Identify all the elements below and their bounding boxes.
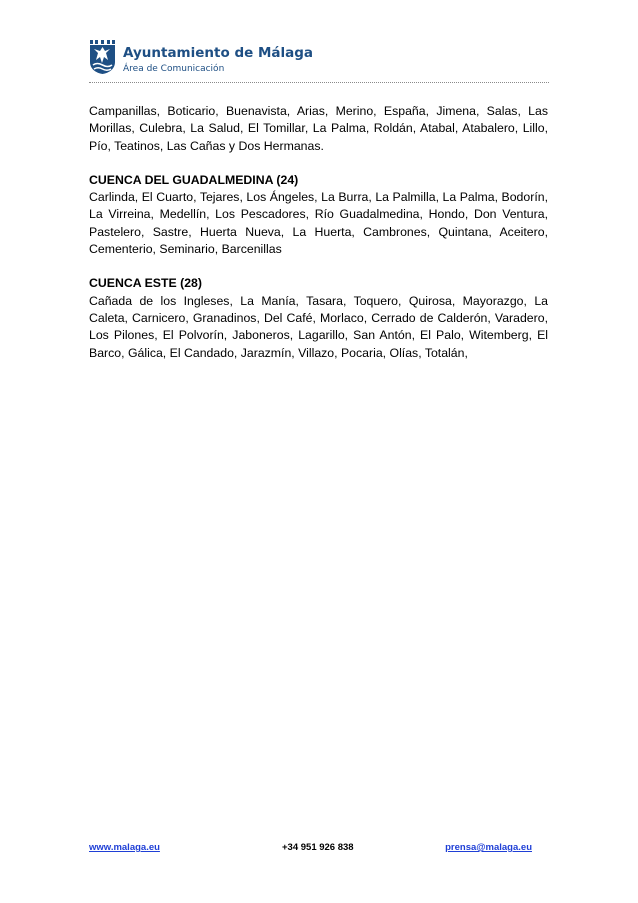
section-text-este: Cañada de los Ingleses, La Manía, Tasara, Toquero, Quirosa, Mayorazgo, La Caleta, Carnicero, Granadinos, Del Café, Morlaco, Cerrado de Calderón, Varadero, Los Pilones, El Polvorín, Jaboneros, Lagarillo, San Antón, El Palo, Witemberg, El Barco, Gálica, El Candado, Jarazmín, Villazo, Pocaria, Olías, Totalán, [89, 293, 548, 360]
page-footer [89, 841, 549, 857]
website-link[interactable]: www.malaga.eu [89, 842, 160, 853]
section-text-guadalmedina: Carlinda, El Cuarto, Tejares, Los Ángeles, La Burra, La Palmilla, La Palma, Bodorín, La Virreina, Medellín, Los Pescadores, Río Guadalmedina, Hondo, Don Ventura, Pastelero, Sastre, Huerta Nueva, La Huerta, Cambrones, Quintana, Aceitero, Cementerio, Seminario, Barcenillas [89, 190, 548, 257]
section-heading-este: CUENCA ESTE (28) [89, 276, 202, 291]
page-header [89, 40, 549, 84]
intro-paragraph: Campanillas, Boticario, Buenavista, Arias, Merino, España, Jimena, Salas, Las Morillas, Culebra, La Salud, El Tomillar, La Palma, Roldán, Atabal, Atabalero, Lillo, Pío, Teatinos, Las Cañas y Dos Hermanas. [89, 104, 548, 153]
document-body [89, 103, 548, 362]
malaga-coat-of-arms-icon [89, 40, 116, 74]
section-heading-guadalmedina: CUENCA DEL GUADALMEDINA (24) [89, 172, 299, 187]
phone-number: +34 951 926 838 [282, 842, 354, 853]
brand-block [123, 45, 313, 75]
header-divider [89, 82, 549, 83]
organization-name: Ayuntamiento de Málaga [123, 45, 314, 61]
department-name: Área de Comunicación [123, 64, 225, 74]
email-link[interactable]: prensa@malaga.eu [445, 842, 532, 853]
